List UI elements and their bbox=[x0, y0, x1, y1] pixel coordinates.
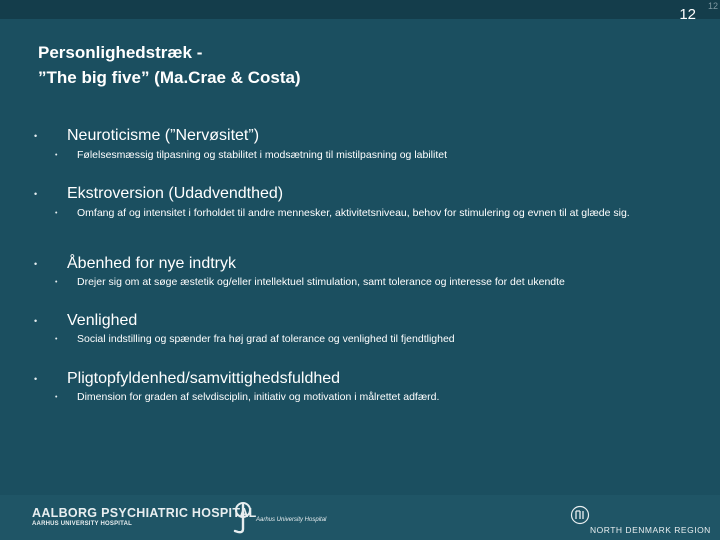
bullet-marker: • bbox=[34, 259, 38, 269]
region-name: NORTH DENMARK REGION bbox=[590, 525, 711, 535]
hospital-subtitle: AARHUS UNIVERSITY HOSPITAL bbox=[32, 521, 132, 527]
sub-bullet-text: Omfang af og intensitet i forholdet til andre mennesker, aktivitetsniveau, behov for stimulering og evnen til at glæde sig. bbox=[77, 207, 630, 219]
north-denmark-region-logo bbox=[568, 503, 718, 537]
aarhus-university-hospital-logo bbox=[230, 501, 350, 535]
sub-bullet-text: Følelsesmæssig tilpasning og stabilitet i modsætning til mistilpasning og labilitet bbox=[77, 149, 447, 161]
footer bbox=[0, 495, 720, 540]
sub-bullet-marker: • bbox=[55, 336, 58, 343]
sub-bullet-text: Drejer sig om at søge æstetik og/eller intellektuel stimulation, samt tolerance og interesse for det ukendte bbox=[77, 276, 565, 288]
sub-bullet-marker: • bbox=[55, 210, 58, 217]
title-line-1: Personlighedstræk - bbox=[38, 43, 203, 62]
sub-bullet-marker: • bbox=[55, 279, 58, 286]
bullet-marker: • bbox=[34, 374, 38, 384]
au-emblem-icon bbox=[230, 501, 254, 535]
title-line-2: ”The big five” (Ma.Crae & Costa) bbox=[38, 68, 301, 87]
bullet-label: Ekstroversion (Udadvendthed) bbox=[67, 185, 284, 202]
region-emblem-icon bbox=[570, 505, 590, 525]
sub-bullet-text: Social indstilling og spænder fra høj grad af tolerance og venlighed til fjendtlighed bbox=[77, 333, 455, 345]
bullet-label: Pligtopfyldenhed/samvittighedsfuldhed bbox=[67, 370, 341, 387]
bullet-label: Neuroticisme (”Nervøsitet”) bbox=[67, 127, 260, 144]
sub-bullet-marker: • bbox=[55, 152, 58, 159]
bullet-label: Venlighed bbox=[67, 312, 138, 329]
bullet-label: Åbenhed for nye indtryk bbox=[67, 255, 236, 272]
slide-number-small: 12 bbox=[707, 1, 718, 11]
university-name: Aarhus University Hospital bbox=[256, 517, 327, 523]
hospital-name: AALBORG PSYCHIATRIC HOSPITAL bbox=[32, 506, 257, 520]
slide-number: 12 bbox=[679, 6, 696, 23]
sub-bullet-text: Dimension for graden af selvdisciplin, initiativ og motivation i målrettet adfærd. bbox=[77, 391, 440, 403]
bullet-marker: • bbox=[34, 131, 38, 141]
sub-bullet-marker: • bbox=[55, 394, 58, 401]
bullet-marker: • bbox=[34, 316, 38, 326]
bullet-marker: • bbox=[34, 189, 38, 199]
aalborg-hospital-logo bbox=[32, 506, 257, 529]
